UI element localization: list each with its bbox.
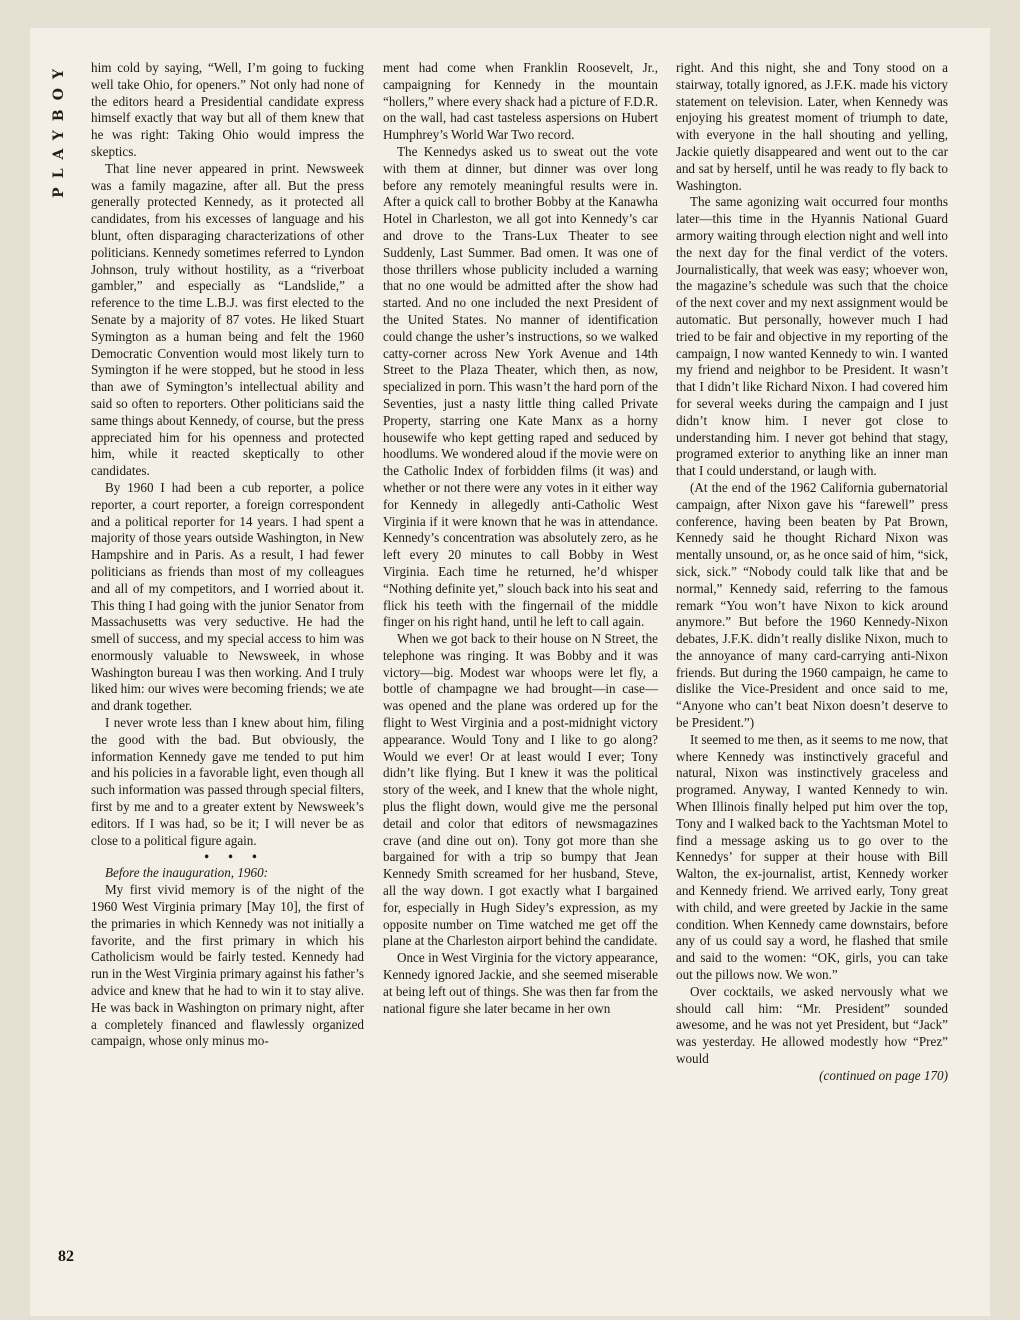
magazine-name: PLAYBOY (51, 60, 67, 198)
text-column-2 (383, 60, 658, 1017)
paragraph: I never wrote less than I knew about him, filing the good with the bad. But obviously, the information Kennedy gave me tended to put him and his policies in a favorable light, even though all such information was passed through special filters, first by me and to a greater extent by Newsweek’s editors. If I was had, so be it; I will never be as close to a political figure again. (91, 715, 364, 848)
paragraph: It seemed to me then, as it seems to me now, that where Kennedy was instinctively graceful and natural, Nixon was instinctively graceless and programed. Anyway, I wanted Kennedy to win. When Illinois finally helped put him over the top, Tony and I walked back to the Yachtsman Motel to find a message asking us to go over to the Kennedys’ for supper at their house with Bill Walton, the ex-journalist, artist, Kennedy worker and Kennedy friend. We arrived early, Tony great with child, and were greeted by Jackie in the same condition. When Kennedy came downstairs, before any of us could say a word, he flashed that smile and said to the women: “OK, girls, you can take out the pillows now. We won.” (676, 731, 948, 983)
paragraph: The Kennedys asked us to sweat out the vote with them at dinner, but dinner was over long before any remotely meaningful results were in. After a quick call to brother Bobby at the Kanawha Hotel in Charleston, we all got into Kennedy’s car and drove to the Trans-Lux Theater to see Suddenly, Last Summer. Bad omen. It was one of those thrillers whose publicity included a warning that no one would be admitted after the show had started. And no one included the next President of the United States. No manner of identification could change the usher’s instructions, so we walked catty-corner across New York Avenue and 14th Street to the Plaza Theater, which then, as now, specialized in porn. This wasn’t the hard porn of the Seventies, just a nasty little thing called Private Property, starring one Kate Manx as a horny housewife who kept getting raped and seduced by hoodlums. We wondered aloud if the movie were on the Catholic Index of forbidden films (it was) and whether or not there were any votes in it either way for Kennedy in allegedly anti-Catholic West Virginia if it were known that he was in attendance. Kennedy’s concentration was absolutely zero, as he left every 20 minutes to call Bobby in West Virginia. Each time he returned, he’d whisper “Nothing definite yet,” slouch back into his seat and flick his teeth with the fingernail of the middle finger on his right hand, until he left to call again. (383, 143, 658, 630)
paragraph: Once in West Virginia for the victory appearance, Kennedy ignored Jackie, and she seemed miserable at being left out of things. She was then far from the national figure she later became in her own (383, 950, 658, 1016)
paragraph: The same agonizing wait occurred four months later—this time in the Hyannis National Guard armory waiting through election night and well into the next day for the final verdict of the voters. Journalistically, that week was easy; whoever won, the magazine’s schedule was such that the choice of the next cover and my next assignment would be automatic. But personally, however much I had tried to be fair and objective in my reporting of the campaign, I now wanted Kennedy to win. I wanted my friend and neighbor to be President. It wasn’t that I didn’t like Richard Nixon. I had covered him for several weeks during the campaign and I just didn’t know him. I never got close to understanding him. I never got behind that stagy, programed exterior to anything like an inner man that I could understand, or laugh with. (676, 194, 948, 479)
paragraph: him cold by saying, “Well, I’m going to fucking well take Ohio, for openers.” Not only had none of the editors heard a Presidential candidate express himself exactly that way but all of them knew that he was right: Taking Ohio would impress the skeptics. (91, 60, 364, 159)
magazine-name-sidebar (52, 60, 76, 198)
paragraph: Over cocktails, we asked nervously what we should call him: “Mr. President” sounded awesome, and he was not yet President, but “Jack” was yesterday. He allowed modestly how “Prez” would (676, 983, 948, 1067)
paragraph: When we got back to their house on N Street, the telephone was ringing. It was Bobby and it was victory—big. Modest war whoops were let fly, a bottle of champagne we had brought—in case—was opened and the plane was ordered up for the flight to West Virginia and a post-midnight victory appearance. Would Tony and I like to go along? Would we ever! Or at least would I ever; Tony didn’t like flying. But I knew it was the political story of the week, and I knew that the whole night, plus the flight down, would give me the personal detail and color that editors of newsmagazines crave (and dine out on). Tony got more than she bargained for with a trip so bumpy that Jean Kennedy Smith screamed for her husband, Steve, all the way down. I got exactly what I bargained for, especially in Hugh Sidey’s expression, as my opposite number on Time watched me get off the plane at the Charleston airport behind the candidate. (383, 631, 658, 949)
paragraph: By 1960 I had been a cub reporter, a police reporter, a court reporter, a foreign correspondent and a political reporter for 14 years. I had spent a majority of those years outside Washington, in New Hampshire and in Paris. As a result, I had fewer politicians as friends than most of my colleagues and all of my competitors, and I worried about it. This thing I had going with the junior Senator from Massachusetts was very seductive. He had the smell of success, and my special access to him was enormously valuable to Newsweek, in whose Washington bureau I was then working. And I truly liked him: our wives were becoming friends; we ate and drank together. (91, 479, 364, 714)
section-dateline: Before the inauguration, 1960: (105, 865, 269, 881)
continued-note: (continued on page 170) (819, 1067, 948, 1083)
paragraph: (At the end of the 1962 California gubernatorial campaign, after Nixon gave his “farewell” press conference, having been beaten by Pat Brown, Kennedy said he thought Richard Nixon was mentally unsound, or, as he once said of him, “sick, sick, sick.” “Nobody could talk like that and be normal,” Kennedy said, referring to the famous remark “You won’t have Nixon to kick around anymore.” But before the 1960 Kennedy-Nixon debates, J.F.K. didn’t really dislike Nixon, much to the annoyance of many card-carrying anti-Nixon friends. But during the 1960 campaign, he came to dislike the Vice-President and once said to me, “Anyone who can’t beat Nixon doesn’t deserve to be President.”) (676, 479, 948, 731)
paragraph: That line never appeared in print. Newsweek was a family magazine, after all. But the press generally protected Kennedy, as it protected all candidates, from his excesses of language and his blunt, often disparaging characterizations of other politicians. Kennedy sometimes referred to Lyndon Johnson, truly without hostility, as a “riverboat gambler,” and especially as “Landslide,” a reference to the time L.B.J. was first elected to the Senate by a majority of 87 votes. He liked Stuart Symington as a human being and felt the 1960 Democratic Convention would most likely turn to Symington if he were stopped, but he stood in less than awe of Symington’s intellectual ability and said so often to reporters. Other politicians said the same things about Kennedy, of course, but the press appreciated him for his openness and protected him, while it reacted skeptically to other candidates. (91, 160, 364, 479)
page-number: 82 (58, 1248, 74, 1265)
text-column-3 (676, 60, 948, 1085)
paragraph: ment had come when Franklin Roosevelt, Jr., campaigning for Kennedy in the mountain “hollers,” where every shack had a picture of F.D.R. on the wall, had cast tasteless aspersions on Hubert Humphrey’s World War Two record. (383, 60, 658, 143)
section-separator: • • • (204, 849, 265, 865)
text-column-1 (91, 60, 364, 1050)
paragraph: right. And this night, she and Tony stood on a stairway, totally ignored, as J.F.K. made his victory statement on television. Later, when Kennedy was enjoying his greatest moment of triumph to date, with everyone in the hall shouting and yelling, Jackie quietly disappeared and went out to the car and sat by herself, until he was ready to fly back to Washington. (676, 60, 948, 193)
paragraph: My first vivid memory is of the night of the 1960 West Virginia primary [May 10], the first of the primaries in which Kennedy was not initially a favorite, and the first primary in which his Catholicism would be fairly tested. Kennedy had run in the West Virginia primary against his father’s advice and knew that he had to win it to stay alive. He was back in Washington on primary night, after a completely financed and flawlessly organized campaign, whose only minus mo- (91, 882, 364, 1049)
